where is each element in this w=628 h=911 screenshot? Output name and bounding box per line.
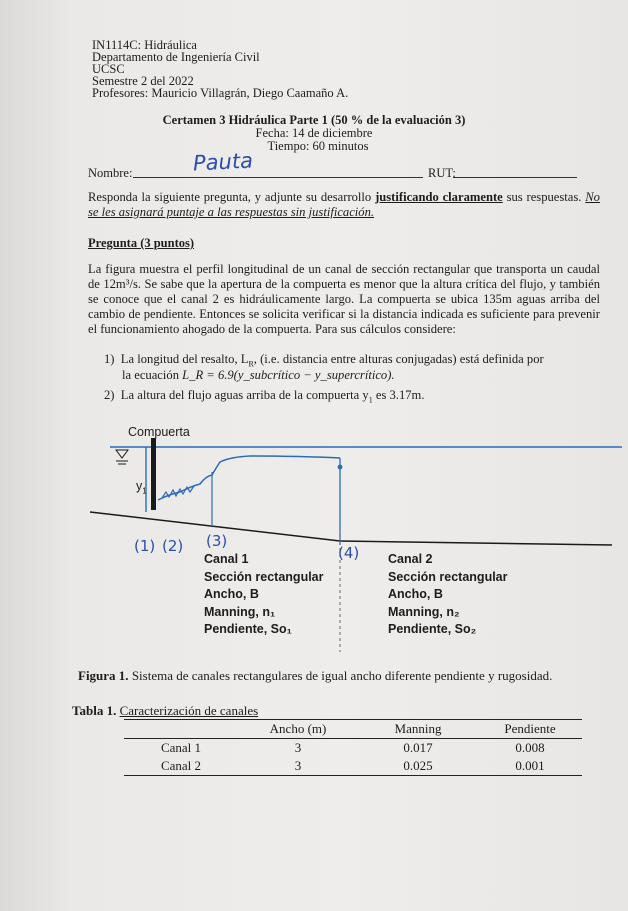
canal-1-labels: Canal 1 Sección rectangular Ancho, B Manning, n₁ Pendiente, So₁ — [204, 552, 324, 636]
question-body: La figura muestra el perfil longitudinal de un canal de sección rectangular que transporta un caudal de 12m³/s. Se sabe que la apertura de la compuerta es menor que la altura crítica del flujo, y también se conoce que el canal 2 es hidráulicamente largo. La compuerta se ubica 135m aguas arriba del cambio de pendiente. Entonces se solicita verificar si la distancia indicada es suficiente para prevenir el funcionamiento ahogado de la compuerta. Para sus cálculos considere: — [88, 262, 600, 336]
annotation-4: (4) — [338, 544, 360, 562]
gate-icon — [151, 438, 156, 510]
exam-date: Fecha: 14 de diciembre — [255, 126, 373, 140]
semester-line: Semestre 2 del 2022 — [92, 74, 194, 88]
name-handwritten: Pauta — [192, 148, 254, 176]
name-line — [133, 177, 423, 178]
annotation-3: (3) — [206, 532, 228, 550]
item-2: 2) La altura del flujo aguas arriba de la compuerta $y_1$ es 3.17m. — [104, 388, 425, 405]
rut-line — [453, 177, 577, 178]
table-row: Canal 1 3 0.017 0.008 — [160, 740, 545, 755]
question-heading: Pregunta (3 puntos) — [88, 236, 195, 250]
annotation-1: (1) — [134, 537, 156, 555]
table-row: Canal 2 3 0.025 0.001 — [124, 757, 582, 776]
exam-title: Certamen 3 Hidráulica Parte 1 (50 % de la evaluación 3) — [162, 113, 466, 127]
table-caption: Tabla 1. Caracterización de canales — [72, 703, 259, 718]
item-1: 1) La longitud del resalto, $L_R$, (i.e. distancia entre alturas conjugadas) está definida por — [104, 352, 544, 369]
water-level-icon — [116, 450, 128, 458]
table-header-row: Ancho (m) Manning Pendiente — [124, 720, 582, 739]
emphasis: justificando claramente — [375, 190, 503, 204]
figure-caption: Figura 1. Sistema de canales rectangulares de igual ancho diferente pendiente y rugosidad. — [78, 668, 553, 683]
professors-line: Profesores: Mauricio Villagrán, Diego Caamaño A. — [92, 86, 349, 100]
warning-text: No se les asignará puntaje a las respuestas sin justificación. — [88, 190, 600, 219]
name-label: Nombre: — [88, 166, 133, 180]
annotation-2: (2) — [162, 537, 184, 555]
university-line: UCSC — [92, 62, 125, 76]
instructions: Responda la siguiente pregunta, y adjunte su desarrollo justificando claramente sus respuestas. No se les asignará puntaje a las respuestas sin justificación. — [88, 190, 600, 219]
canal-2-labels: Canal 2 Sección rectangular Ancho, B Manning, n₂ Pendiente, So₂ — [388, 552, 508, 636]
channel-2-bed — [340, 541, 612, 545]
department-line: Departamento de Ingeniería Civil — [92, 50, 260, 64]
course-line: IN1114C: Hidráulica — [92, 38, 197, 52]
channels-table — [124, 719, 582, 776]
gate-label: Compuerta — [128, 425, 190, 439]
exam-time: Tiempo: 60 minutos — [267, 139, 369, 153]
rut-label: RUT: — [428, 166, 456, 180]
item-1-equation-line: la ecuación L_R = 6.9(y_subcrítico − y_supercrítico). — [122, 368, 395, 382]
equation: L_R = 6.9(y_subcrítico − y_supercrítico). — [182, 368, 395, 382]
water-profile-sketch — [158, 456, 340, 500]
y1-label: $y_1$ — [136, 479, 147, 496]
